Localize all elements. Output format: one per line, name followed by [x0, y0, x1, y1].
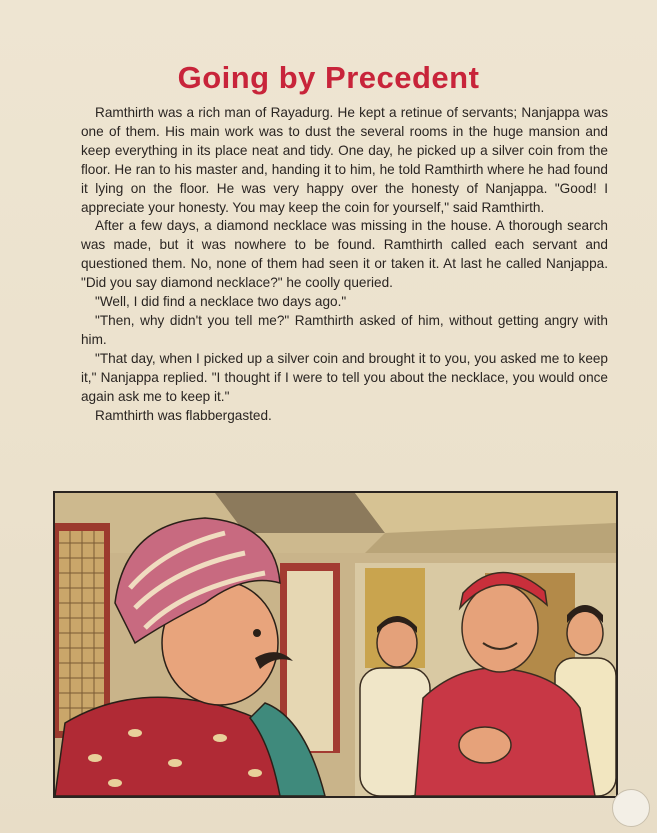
story-title: Going by Precedent	[177, 60, 480, 95]
paragraph: "Then, why didn't you tell me?" Ramthirth asked of him, without getting angry with him.	[81, 312, 608, 347]
paragraph: Ramthirth was flabbergasted.	[95, 407, 272, 423]
story-body	[81, 104, 608, 425]
paragraph: "That day, when I picked up a silver coin and brought it to you, you asked me to keep it," Nanjappa replied. "I thought if I were to tell you about the necklace, you would once again ask me to keep it."	[81, 350, 608, 404]
paragraph: Ramthirth was a rich man of Rayadurg. He kept a retinue of servants; Nanjappa was one of them. His main work was to dust the several rooms in the huge mansion and keep everything in its place neat and tidy. One day, he picked up a silver coin from the floor. He ran to his master and, handing it to him, he told Ramthirth where he had found it lying on the floor. He was very happy over the honesty of Nanjappa. "Good! I appreciate your honesty. You may keep the coin for yourself," said Ramthirth.	[81, 105, 608, 215]
paragraph: After a few days, a diamond necklace was missing in the house. A thorough search was made, but it was nowhere to be found. Ramthirth called each servant and questioned them. No, none of them had seen it or taken it. At last he called Nanjappa. "Did you say diamond necklace?" he coolly queried.	[81, 218, 608, 291]
paragraph: "Well, I did find a necklace two days ago."	[95, 294, 347, 310]
doorway	[287, 571, 333, 751]
illustration-scene	[55, 493, 616, 796]
corner-stamp-badge	[612, 789, 650, 827]
story-illustration	[53, 491, 618, 798]
